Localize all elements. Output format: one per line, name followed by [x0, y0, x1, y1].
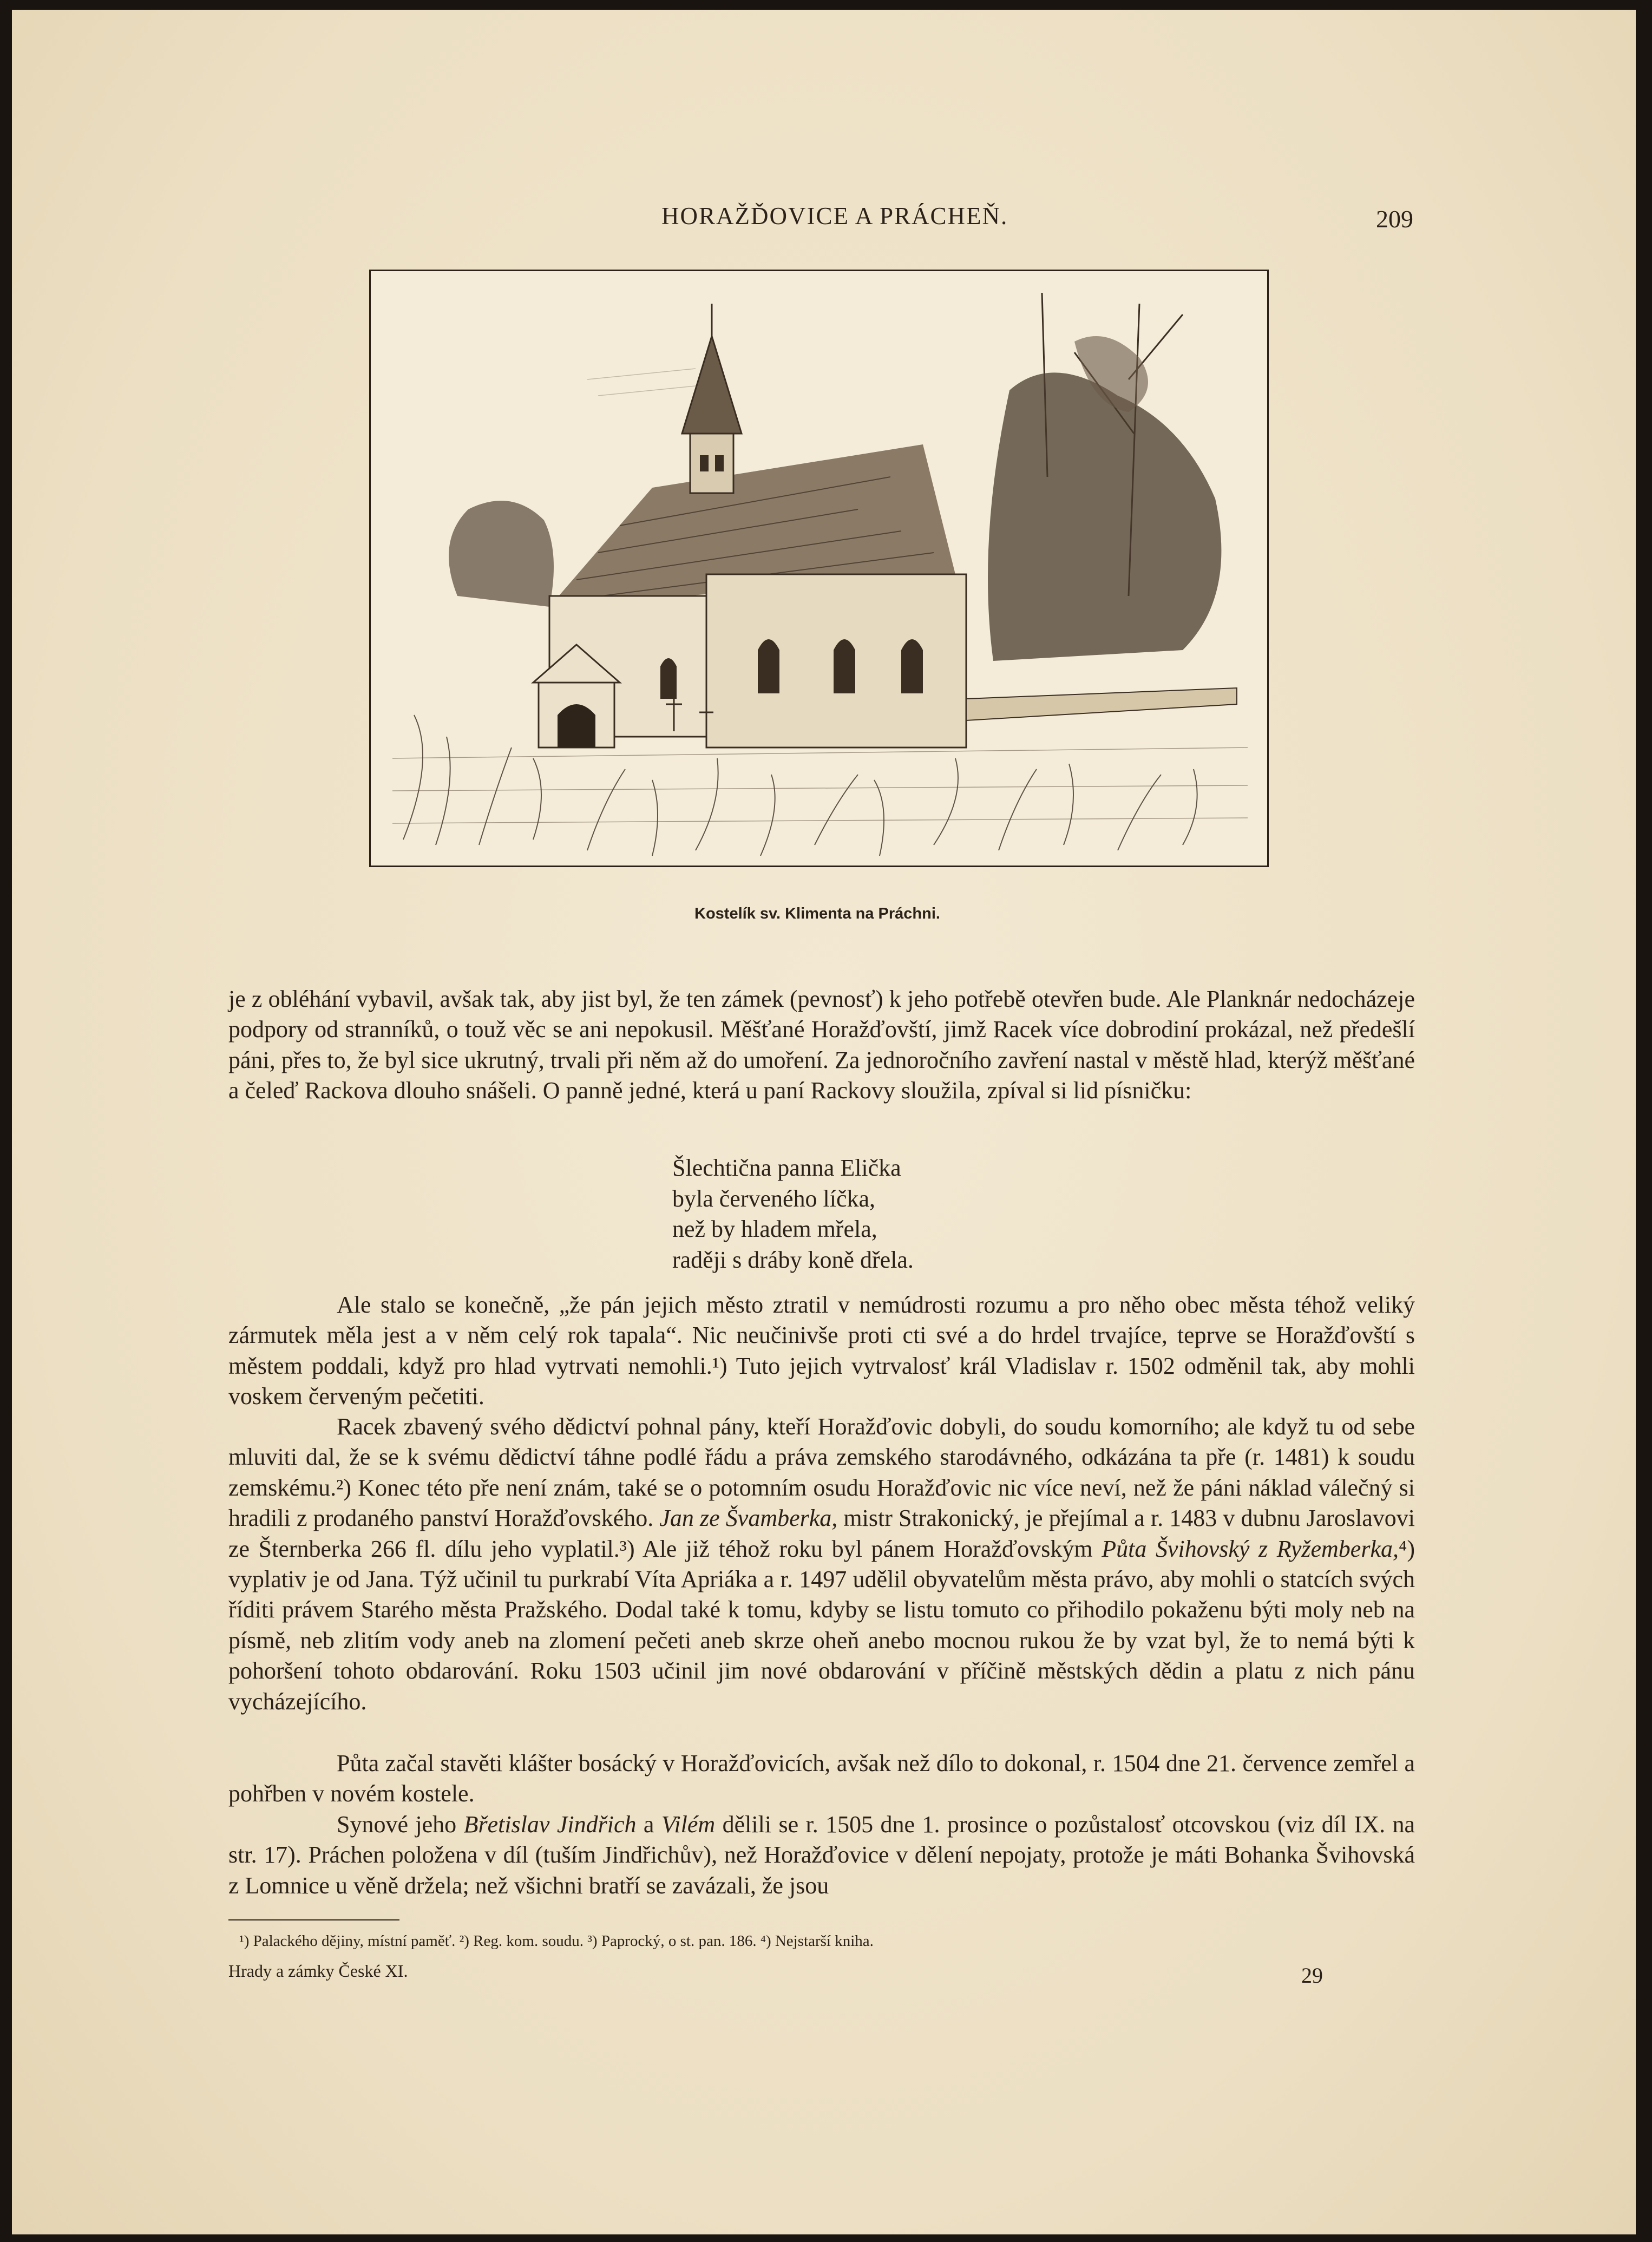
- paragraph-1: [228, 984, 1415, 1106]
- running-head: HORAŽĎOVICE A PRÁCHEŇ.: [661, 202, 1008, 230]
- paragraph-text: Půta začal stavěti klášter bosácký v Horažďovicích, avšak než dílo to dokonal, r. 1504 dne 21. července zemřel a pohřben v novém kostele.: [228, 1750, 1415, 1807]
- paragraph-4: [228, 1748, 1415, 1810]
- person-name: Půta Švihovský z Ryžemberka,: [1102, 1535, 1399, 1562]
- paragraph-text: je z obléhání vybavil, avšak tak, aby jist byl, že ten zámek (pevnosť) k jeho potřebě otevřen bude. Ale Planknár nedocházeje podpory od stranníků, o touž věc se ani nepokusil. Měšťané Horažďovští, jimž Racek více dobrodiní prokázal, než předešlí páni, přes to, že byl sice ukrutný, trvali při něm až do umoření. Za jednoročního zavření nastal v městě hlad, kterýž měšťané a čeleď Rackova dlouho snášeli. O panně jedné, která u paní Rackovy sloužila, zpíval si lid písničku:: [228, 986, 1415, 1104]
- series-title: Hrady a zámky České XI.: [228, 1961, 408, 1981]
- poem-line: Šlechtična panna Elička: [672, 1155, 901, 1181]
- poem-line: raději s dráby koně dřela.: [672, 1246, 914, 1273]
- book-page: [12, 10, 1636, 2234]
- paragraph-2: [228, 1290, 1415, 1412]
- church-illustration: [369, 270, 1269, 867]
- footnote-divider: [228, 1919, 399, 1920]
- person-name: Vilém: [661, 1811, 716, 1838]
- paragraph-5: [228, 1810, 1415, 1901]
- church-engraving-image: [371, 271, 1267, 866]
- paragraph-3: [228, 1412, 1415, 1717]
- figure-caption: Kostelík sv. Klimenta na Práchni.: [694, 905, 940, 922]
- page-number: 209: [1376, 205, 1413, 233]
- footnotes: ¹) Palackého dějiny, místní paměť. ²) Reg. kom. soudu. ³) Paprocký, o st. pan. 186. ⁴) Nejstarší kniha.: [239, 1932, 874, 1950]
- text-run: a: [643, 1811, 654, 1838]
- text-run: ⁴) vyplativ je od Jana. Týž učinil tu purkrabí Víta Apriáka a r. 1497 udělil obyvatelům města právo, aby mohli o statcích svých říditi právem Starého města Pražského. Dodal také k tomu, kdyby se listu tomuto co přihodilo pokaženu býti moly neb na písmě, neb zlitím vody aneb na zlomení pečeti aneb skrze oheň anebo mocnou rukou že by vzat byl, že to nemá býti k pohoršení tohoto obdarování. Roku 1503 učinil jim nové obdarování v příčině městských dědin a platu z nich pánu vycházejícího.: [228, 1535, 1415, 1715]
- text-run: mistr Strakonický, je přejímal a r. 1483 v dubnu Jaroslavovi ze Šternberka 266 fl. dílu jeho vyplatil.³) Ale již téhož roku byl pánem Horažďovským: [228, 1505, 1415, 1562]
- signature-mark: 29: [1301, 1963, 1323, 1988]
- poem-line: než by hladem mřela,: [672, 1216, 877, 1242]
- poem-line: byla červeného líčka,: [672, 1185, 876, 1212]
- text-run: Synové jeho: [337, 1811, 457, 1838]
- person-name: Břetislav Jindřich: [463, 1811, 637, 1838]
- paragraph-text: Ale stalo se konečně, „že pán jejich město ztratil v nemúdrosti rozumu a pro něho obec města téhož veliký zármutek měla jest a v něm celý rok tapala“. Nic neučinivše proti cti své a do hrdel trvajíce, teprve se Horažďovští s městem poddali, když pro hlad vytrvati nemohli.¹) Tuto jejich vytrvalosť král Vladislav r. 1502 odměnil tak, aby mohli voskem červeným pečetiti.: [228, 1292, 1415, 1410]
- paragraph-text: [228, 1810, 1415, 1901]
- person-name: Jan ze Švamberka,: [659, 1505, 838, 1532]
- text-run: dělili se r. 1505 dne 1. prosince o pozůstalosť otcovskou (viz díl IX. na str. 17). Práchen položena v díl (tuším Jindřichův), než Horažďovice v dělení nepojaty, protože je máti Bohanka Švihovská z Lomnice u věně držela; než všichni bratří se zavázali, že jsou: [228, 1811, 1415, 1899]
- text-run: Racek zbavený svého dědictví pohnal pány, kteří Horažďovic dobyli, do soudu komorního; ale když tu od sebe mluviti dal, že se k svému dědictví táhne podlé řádu a práva zemského starodávného, odkázána ta pře (r. 1481) k soudu zemskému.²) Konec této pře není znám, také se o potomním osudu Horažďovic nic více neví, než že páni náklad válečný si hradili z prodaného panství Horažďovského.: [228, 1413, 1415, 1532]
- paragraph-text: [228, 1412, 1415, 1717]
- poem: [672, 1153, 914, 1275]
